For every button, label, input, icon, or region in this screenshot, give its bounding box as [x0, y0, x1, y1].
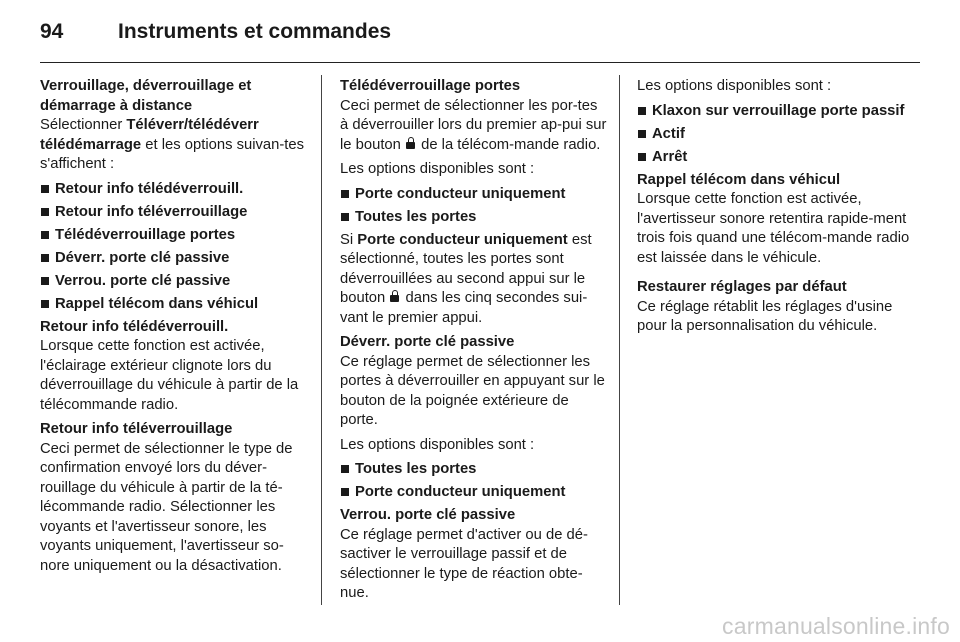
paragraph: Lorsque cette fonction est activée, l'éclairage extérieur clignote lors du déverrouillage du véhicule à partir de la télécommande radio. — [40, 338, 299, 413]
page-title: Instruments et commandes — [118, 20, 392, 43]
list-item: Télédéverrouillage portes — [40, 226, 308, 246]
paragraph: Sélectionner Téléverr/télédéverr télédémarrage et les options suivan-tes s'affichent : — [40, 117, 305, 172]
paragraph: Ce réglage permet de sélectionner les portes à déverrouiller en appuyant sur le bouton de la poignée extérieure de porte. — [340, 353, 605, 428]
list-item: Klaxon sur verrouillage porte passif — [637, 102, 912, 122]
list-item: Déverr. porte clé passive — [40, 249, 308, 269]
section-heading: Verrou. porte clé passive — [340, 507, 516, 523]
option-list — [340, 460, 608, 503]
page-header — [40, 18, 920, 63]
section-heading: Retour info téléverrouillage — [40, 421, 233, 437]
paragraph: Ce réglage rétablit les réglages d'usine pour la personnalisation du véhicule. — [637, 298, 893, 334]
paragraph: Lorsque cette fonction est activée, l'avertisseur sonore retentira rapide-ment trois fois quand une télécom-mande radio est laissée dans le véhicule. — [637, 191, 910, 266]
section-heading: Verrouillage, déverrouillage et démarrage à distance — [40, 78, 252, 114]
list-item: Rappel télécom dans véhicul — [40, 295, 308, 315]
watermark: carmanualsonline.info — [722, 613, 950, 639]
column-divider — [321, 75, 322, 605]
section-heading: Déverr. porte clé passive — [340, 334, 515, 350]
list-item: Toutes les portes — [340, 460, 608, 480]
section-heading: Retour info télédéverrouill. — [40, 318, 229, 335]
paragraph: Ceci permet de sélectionner les por-tes à déverrouiller lors du premier ap-pui sur le bouton de la télécom-mande radio. — [340, 97, 607, 153]
paragraph: Si Porte conducteur uniquement est sélectionné, toutes les portes sont déverrouillées au second appui sur le bouton dans les cinq secondes sui-vant le premier appui. — [340, 231, 592, 326]
option-list — [40, 180, 308, 315]
option-list — [637, 102, 912, 168]
column-middle — [340, 77, 608, 609]
list-item: Porte conducteur uniquement — [340, 483, 608, 503]
section-heading: Restaurer réglages par défaut — [637, 279, 847, 295]
list-item: Porte conducteur uniquement — [340, 185, 608, 205]
paragraph: Ce réglage permet d'activer ou de dé-sactiver le verrouillage passif et de sélectionner le type de réaction obte-nue. — [340, 526, 588, 601]
list-item: Actif — [637, 125, 912, 145]
list-item: Arrêt — [637, 148, 912, 168]
column-divider — [619, 75, 620, 605]
section-heading: Rappel télécom dans véhicul — [637, 171, 841, 188]
list-item: Verrou. porte clé passive — [40, 272, 308, 292]
column-left — [40, 77, 308, 581]
menu-path: Téléverr/télédéverr télédémarrage — [40, 117, 259, 153]
unlock-icon — [406, 142, 415, 149]
list-item: Retour info télédéverrouill. — [40, 180, 308, 200]
section-heading: Télédéverrouillage portes — [340, 78, 521, 94]
paragraph: Les options disponibles sont : — [637, 78, 832, 94]
paragraph: Les options disponibles sont : — [340, 161, 535, 177]
paragraph: Ceci permet de sélectionner le type de confirmation envoyé lors du déver-rouillage du véhicule à partir de la té-lécommande radio. Sélectionner les voyants et l'avertisseur sonore, les voyants uniquement, l'avertisseur so-nore uniquement ou la désactivation. — [40, 440, 293, 574]
unlock-icon — [390, 295, 399, 302]
option-list — [340, 185, 608, 228]
column-right — [637, 77, 912, 342]
page-number: 94 — [40, 20, 64, 43]
list-item: Retour info téléverrouillage — [40, 203, 308, 223]
list-item: Toutes les portes — [340, 208, 608, 228]
paragraph: Les options disponibles sont : — [340, 436, 535, 453]
